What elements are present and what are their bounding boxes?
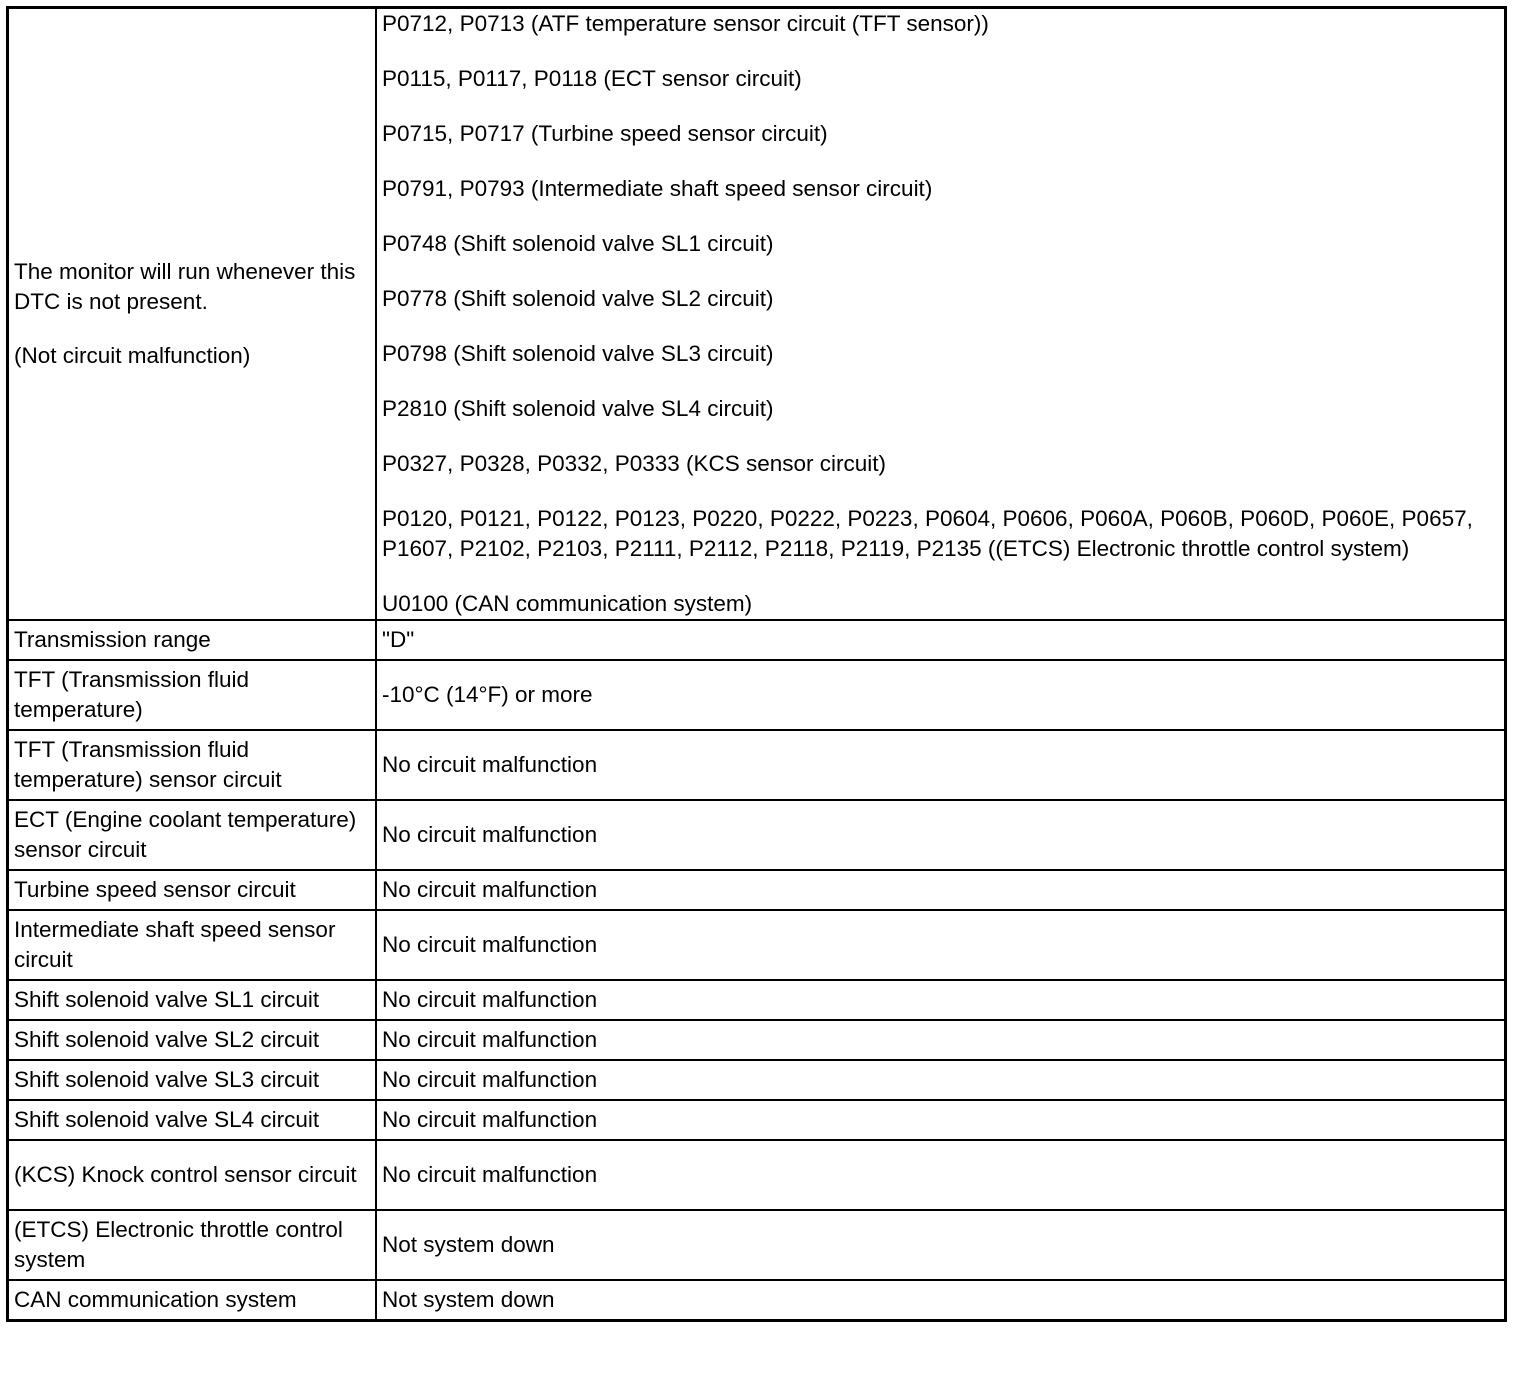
row-label: ECT (Engine coolant temperature) sensor circuit (8, 800, 377, 870)
table-row (8, 800, 1506, 870)
dtc-entry: P0712, P0713 (ATF temperature sensor circuit (TFT sensor)) (382, 11, 989, 36)
row-value: No circuit malfunction (376, 730, 1506, 800)
row-label: Shift solenoid valve SL2 circuit (8, 1020, 377, 1060)
dtc-entry: P0120, P0121, P0122, P0123, P0220, P0222, P0223, P0604, P0606, P060A, P060B, P060D, P060E, P0657, P1607, P2102, P2103, P2111, P2112, P2118, P2119, P2135 ((ETCS) Electronic throttle control system) (382, 506, 1473, 561)
row-value: No circuit malfunction (376, 1140, 1506, 1210)
table-row (8, 1210, 1506, 1280)
row-value: No circuit malfunction (376, 1100, 1506, 1140)
dtc-list-cell (376, 8, 1506, 621)
dtc-entry: P0791, P0793 (Intermediate shaft speed sensor circuit) (382, 176, 933, 201)
dtc-entry: P0778 (Shift solenoid valve SL2 circuit) (382, 286, 774, 311)
dtc-entry: P0798 (Shift solenoid valve SL3 circuit) (382, 341, 774, 366)
dtc-entry: P0327, P0328, P0332, P0333 (KCS sensor circuit) (382, 451, 887, 476)
row-label: TFT (Transmission fluid temperature) (8, 660, 377, 730)
table-row (8, 1100, 1506, 1140)
monitor-condition-label-cell (8, 8, 377, 621)
table-row (8, 910, 1506, 980)
row-label: Shift solenoid valve SL1 circuit (8, 980, 377, 1020)
row-value: -10°C (14°F) or more (376, 660, 1506, 730)
row-value: Not system down (376, 1280, 1506, 1321)
dtc-entry: P0115, P0117, P0118 (ECT sensor circuit) (382, 66, 802, 91)
row-value: No circuit malfunction (376, 800, 1506, 870)
row-label: TFT (Transmission fluid temperature) sensor circuit (8, 730, 377, 800)
table-row (8, 870, 1506, 910)
row-label: Shift solenoid valve SL3 circuit (8, 1060, 377, 1100)
row-value: No circuit malfunction (376, 1020, 1506, 1060)
dtc-entry: P2810 (Shift solenoid valve SL4 circuit) (382, 396, 774, 421)
table-row (8, 1020, 1506, 1060)
table-row (8, 1060, 1506, 1100)
row-value: No circuit malfunction (376, 870, 1506, 910)
row-label: (KCS) Knock control sensor circuit (8, 1140, 377, 1210)
conditions-table (6, 6, 1507, 1322)
row-label: Transmission range (8, 620, 377, 660)
row-label: Intermediate shaft speed sensor circuit (8, 910, 377, 980)
row-value: Not system down (376, 1210, 1506, 1280)
row-value: No circuit malfunction (376, 910, 1506, 980)
row-value: No circuit malfunction (376, 1060, 1506, 1100)
monitor-condition-text: The monitor will run whenever this DTC is not present. (14, 259, 356, 314)
table-row (8, 980, 1506, 1020)
dtc-entry: U0100 (CAN communication system) (382, 591, 753, 616)
table-row (8, 620, 1506, 660)
row-value: "D" (376, 620, 1506, 660)
monitor-condition-note: (Not circuit malfunction) (14, 343, 251, 368)
dtc-entry: P0748 (Shift solenoid valve SL1 circuit) (382, 231, 774, 256)
table-row-monitor-condition (8, 8, 1506, 621)
table-row (8, 660, 1506, 730)
dtc-entry: P0715, P0717 (Turbine speed sensor circuit) (382, 121, 828, 146)
row-label: (ETCS) Electronic throttle control system (8, 1210, 377, 1280)
row-value: No circuit malfunction (376, 980, 1506, 1020)
row-label: Turbine speed sensor circuit (8, 870, 377, 910)
table-row (8, 1280, 1506, 1321)
table-row (8, 1140, 1506, 1210)
row-label: Shift solenoid valve SL4 circuit (8, 1100, 377, 1140)
table-row (8, 730, 1506, 800)
row-label: CAN communication system (8, 1280, 377, 1321)
